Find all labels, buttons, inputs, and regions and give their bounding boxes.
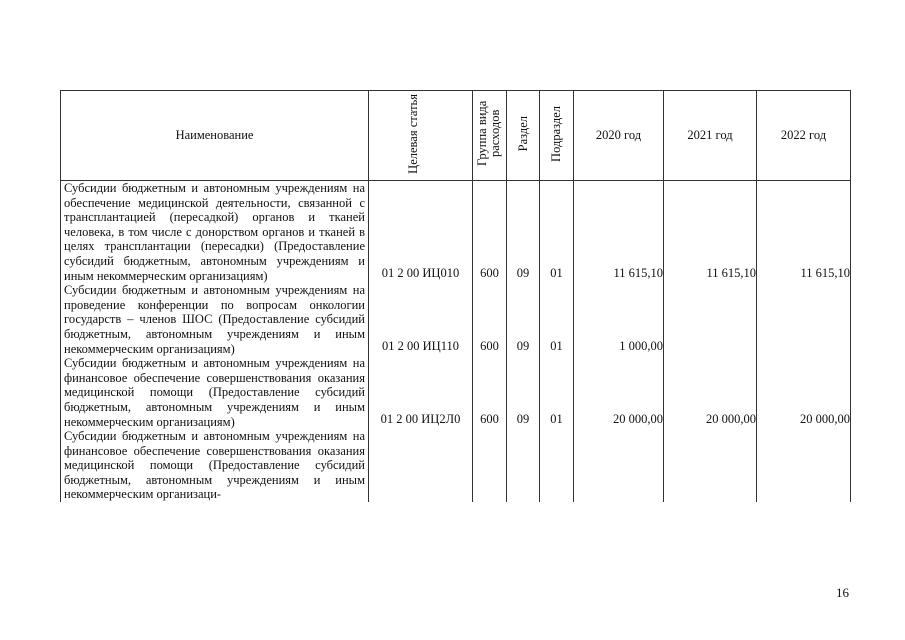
- row-section: 09: [507, 356, 540, 429]
- header-2020: 2020 год: [574, 91, 664, 181]
- row-name: Субсидии бюджетным и автономным учреждениям на проведение конференции по вопросам онкологии государств – членов ШОС (Предоставление субсидий бюджетным, автономным учреждениям и иным некоммерческим организациям): [61, 283, 369, 356]
- row-2021: 11 615,10: [664, 181, 757, 284]
- row-2022: [757, 283, 851, 356]
- row-target-article: 01 2 00 ИЦ2Л0: [369, 356, 473, 429]
- row-2022: 20 000,00: [757, 356, 851, 429]
- row-2022: [757, 429, 851, 502]
- row-name: Субсидии бюджетным и автономным учреждениям на финансовое обеспечение совершенствования оказания медицинской помощи (Предоставление субсидий бюджетным, автономным учреждениям и иным некоммерческим организациям): [61, 356, 369, 429]
- row-2021: [664, 283, 757, 356]
- row-subsection: [540, 429, 574, 502]
- table-row: [61, 356, 851, 429]
- header-target-article: Целевая статья: [369, 91, 473, 181]
- row-name: Субсидии бюджетным и автономным учреждениям на финансовое обеспечение совершенствования оказания медицинской помощи (Предоставление субсидий бюджетным, автономным учреждениям и иным некоммерческим организаци-: [61, 429, 369, 502]
- row-target-article: [369, 429, 473, 502]
- table-row: [61, 283, 851, 356]
- header-2022: 2022 год: [757, 91, 851, 181]
- row-section: 09: [507, 283, 540, 356]
- table-header-row: [61, 91, 851, 181]
- page-number: 16: [836, 585, 849, 600]
- row-2020: 20 000,00: [574, 356, 664, 429]
- header-subsection: Подраздел: [540, 91, 574, 181]
- row-subsection: 01: [540, 181, 574, 284]
- row-2021: 20 000,00: [664, 356, 757, 429]
- row-target-article: 01 2 00 ИЦ110: [369, 283, 473, 356]
- header-section: Раздел: [507, 91, 540, 181]
- budget-table: [60, 90, 851, 502]
- row-name: Субсидии бюджетным и автономным учреждениям на обеспечение медицинской деятельности, связанной с трансплантацией (пересадкой) органов и тканей человека, в том числе с донорством органов и тканей в целях трансплантации (пересадки) (Предоставление субсидий бюджетным, автономным учреждениям и иным некоммерческим организациям): [61, 181, 369, 284]
- table-row: [61, 429, 851, 502]
- row-subsection: 01: [540, 356, 574, 429]
- row-section: [507, 429, 540, 502]
- row-expense-group: 600: [473, 181, 507, 284]
- row-2020: [574, 429, 664, 502]
- header-2021: 2021 год: [664, 91, 757, 181]
- row-2021: [664, 429, 757, 502]
- header-name: Наименование: [61, 91, 369, 181]
- row-expense-group: 600: [473, 283, 507, 356]
- row-2020: 1 000,00: [574, 283, 664, 356]
- row-expense-group: 600: [473, 356, 507, 429]
- row-target-article: 01 2 00 ИЦ010: [369, 181, 473, 284]
- row-subsection: 01: [540, 283, 574, 356]
- row-section: 09: [507, 181, 540, 284]
- row-expense-group: [473, 429, 507, 502]
- header-expense-group: Группа вида расходов: [473, 91, 507, 181]
- row-2020: 11 615,10: [574, 181, 664, 284]
- row-2022: 11 615,10: [757, 181, 851, 284]
- table-row: [61, 181, 851, 284]
